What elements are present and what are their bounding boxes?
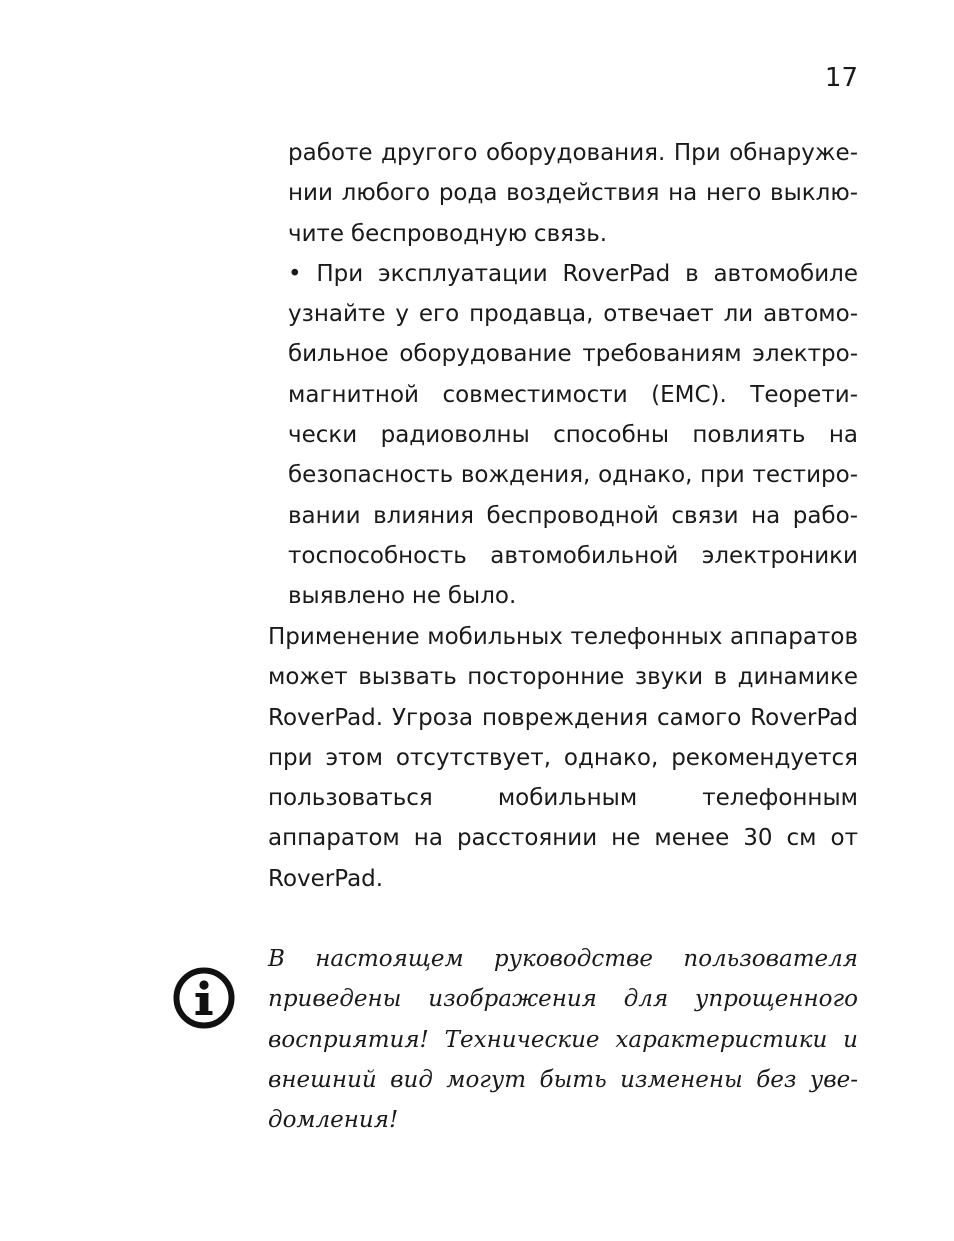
disclaimer-text: В настоящем руководстве пользователя приведены изображения для упрощенного восприятия! Технические характеристики и внешний вид могут быть изменены без уведомления! [268,946,858,1134]
continued-list-block [288,133,858,617]
info-icon [172,966,236,1030]
page-number: 17 [824,63,858,93]
bullet-item-vehicle: • При эксплуатации RoverPad в автомобиле узнайте у его продавца, отвечает ли автомобильное оборудование требованиям электромагнитной совместимости (EMC). Теоретически радиоволны способны повлиять на безопасность вождения, однако, при тестировании влияния беспроводной связи на работоспособность автомобильной электроники выявлено не было. [288,260,858,610]
disclaimer-note [268,939,858,1140]
mobile-phone-paragraph [268,617,858,899]
continued-paragraph: работе другого оборудования. При обнаружении любого рода воздействия на него выключите беспроводную связь. [288,140,858,247]
mobile-phone-text: Применение мобильных телефонных аппаратов может вызвать посторонние звуки в динамике RoverPad. Угроза повреждения самого RoverPad при этом отсутствует, однако, рекомендуется пользоваться мобильным телефонным аппаратом на расстоянии не менее 30 см от RoverPad. [268,624,858,892]
